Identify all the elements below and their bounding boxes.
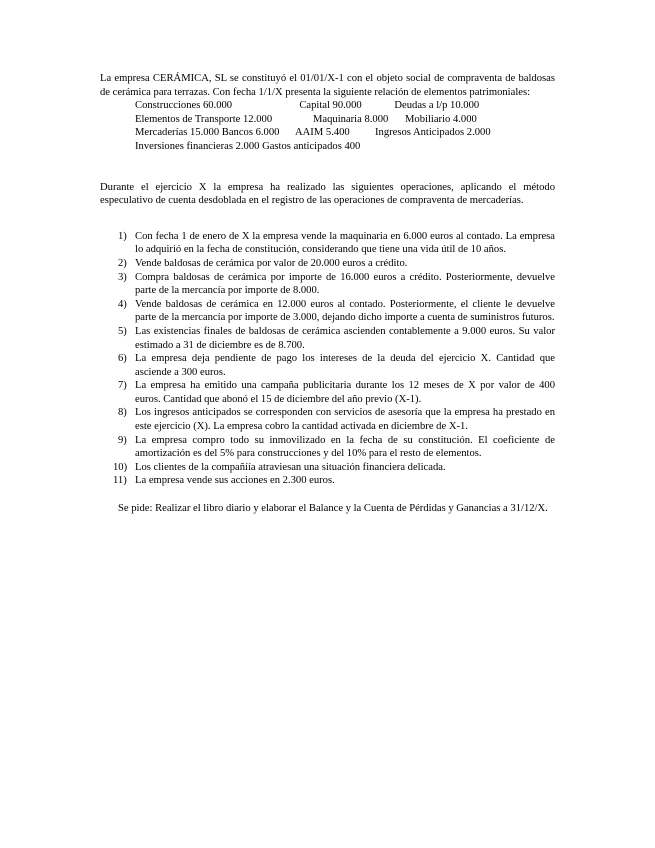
item-text: Las existencias finales de baldosas de cerámica ascienden contablemente a 9.000 euros. Su valor estimado a 31 de diciembre es de 8.700.: [135, 325, 555, 351]
element-aaim: AAIM 5.400: [295, 127, 350, 139]
operations-list: [113, 230, 555, 488]
item-text: Compra baldosas de cerámica por importe de 16.000 euros a crédito. Posteriormente, devuelve parte de la mercancía por importe de 8.000.: [135, 271, 555, 297]
patrimonial-elements: [135, 99, 555, 153]
element-transporte: Elementos de Transporte 12.000: [135, 113, 273, 125]
item-number: 2): [118, 257, 127, 269]
list-item: [113, 474, 555, 488]
element-deudas-lp: [394, 99, 555, 113]
element-capital: Capital 90.000: [299, 100, 362, 112]
item-text: La empresa deja pendiente de pago los intereses de la deuda del ejercicio X. Cantidad que asciende a 300 euros.: [135, 353, 555, 378]
item-text: Vende baldosas de cerámica por valor de 20.000 euros a crédito.: [135, 257, 408, 269]
elements-row-1: [135, 99, 555, 113]
item-number: 7): [118, 380, 127, 392]
document-page: [100, 72, 555, 516]
intro-paragraph: La empresa CERÁMICA, SL se constituyó el 01/01/X-1 con el objeto social de compraventa de baldosas de cerámica para terrazas. Con fecha 1/1/X presenta la siguiente relación de elementos patrimoniales:: [100, 73, 555, 98]
deudas-a-word: a: [428, 100, 434, 112]
elements-row-2: [135, 113, 555, 127]
list-item: [118, 257, 555, 271]
item-number: 10): [113, 461, 128, 473]
element-maquinaria: Maquinaria 8.000: [313, 113, 389, 125]
element-ingresos-anticipados: Ingresos Anticipados 2.000: [375, 127, 491, 139]
deudas-lp-word: l/p: [436, 100, 448, 112]
list-item: [118, 406, 555, 433]
item-text: La empresa compro todo su inmovilizado en la fecha de su constitución. El coeficiente de amortización es del 5% para construcciones y del 10% para el resto de elementos.: [135, 434, 555, 460]
item-number: 1): [118, 230, 127, 242]
deudas-word: Deudas: [394, 100, 427, 112]
list-item: [118, 271, 555, 298]
item-number: 4): [118, 298, 127, 310]
operations-intro: Durante el ejercicio X la empresa ha realizado las siguientes operaciones, aplicando el método especulativo de cuenta desdoblada en el registro de las operaciones de compraventa de mercaderías.: [100, 181, 555, 207]
item-text: Con fecha 1 de enero de X la empresa vende la maquinaria en 6.000 euros al contado. La empresa lo adquirió en la fecha de constitución, considerando que tiene una vida útil de 10 años.: [135, 230, 555, 256]
item-number: 9): [118, 434, 127, 446]
request-paragraph: Se pide: Realizar el libro diario y elaborar el Balance y la Cuenta de Pérdidas y Ganancias a 31/12/X.: [118, 503, 548, 515]
item-number: 8): [118, 407, 127, 419]
item-number: 3): [118, 271, 127, 283]
list-item: [118, 434, 555, 461]
list-item: [118, 352, 555, 379]
list-item: [118, 230, 555, 257]
elements-row-4: [135, 140, 555, 154]
deudas-amount: 10.000: [450, 100, 480, 112]
item-text: La empresa vende sus acciones en 2.300 euros.: [135, 475, 335, 487]
elements-row-3: [135, 126, 555, 140]
item-number: 5): [118, 325, 127, 337]
element-inversiones-gastos: Inversiones financieras 2.000 Gastos anticipados 400: [135, 140, 361, 152]
element-mercaderias-bancos: Mercaderías 15.000 Bancos 6.000: [135, 127, 280, 139]
item-text: Los clientes de la compañíía atraviesan una situación financiera delicada.: [135, 461, 446, 473]
list-item: [118, 325, 555, 352]
list-item: [118, 379, 555, 406]
item-text: Los ingresos anticipados se corresponden con servicios de asesoría que la empresa ha prestado en este ejercicio (X). La empresa cobro la cantidad activada en diciembre de X-1.: [135, 407, 555, 433]
list-item: [113, 461, 555, 475]
item-number: 11): [113, 475, 127, 487]
item-text: La empresa ha emitido una campaña publicitaria durante los 12 meses de X por valor de 400 euros. Cantidad que abonó el 15 de diciembre del año previo (X-1).: [135, 380, 555, 405]
item-number: 6): [118, 353, 127, 365]
list-item: [118, 298, 555, 325]
item-text: Vende baldosas de cerámica en 12.000 euros al contado. Posteriormente, el cliente le devuelve parte de la mercancía por importe de 3.000, dejando dicho importe a cuenta de suministros futuros.: [135, 298, 555, 324]
element-construcciones: Construcciones 60.000: [135, 100, 233, 112]
element-mobiliario: Mobiliario 4.000: [405, 113, 477, 125]
